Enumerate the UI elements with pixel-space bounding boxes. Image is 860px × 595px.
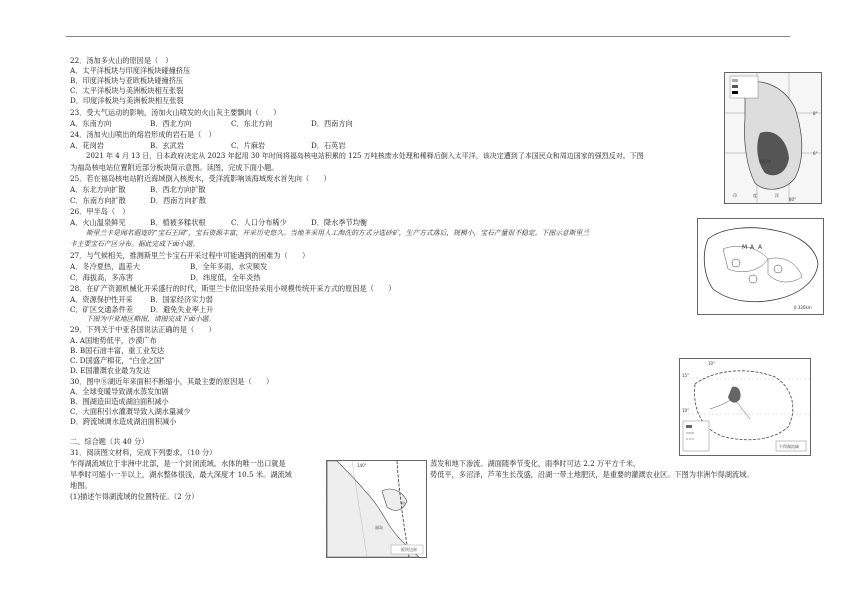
- q22-option-d: D．印度洋板块与美洲板块相互张裂: [70, 96, 184, 105]
- q26-option-b: B．植被多糅状根: [150, 218, 206, 227]
- q28-option-c: C．矿区交通条件差: [70, 305, 134, 314]
- fig2-label-a2: A: [758, 244, 763, 251]
- q31-stem: 31．阅读图文材料，完成下列要求。（10 分）: [70, 448, 217, 457]
- q27-stem: 27．与气候相关，推测斯里兰卡宝石开采过程中可能遇到的困难为（ ）: [70, 251, 310, 260]
- fig1-label-6: 6°: [813, 151, 818, 156]
- q23-option-c: C．东北方向: [231, 119, 273, 128]
- q29-option-c: C. D国盛产棉花，“白金之国”: [70, 356, 165, 365]
- q30-option-b: B．围湖造田造成湖泊面积减小: [70, 397, 169, 406]
- q31-para1-left: 乍得湖流域位于非洲中北部，是一个封闭流域。水体的唯一出口就是: [70, 459, 286, 468]
- passage-srilanka-line2: 卡主要宝石产区分布。据此完成下面小题。: [70, 240, 200, 248]
- fig4-label-fukushima: 福岛: [375, 525, 383, 530]
- fig3-label-10-top: 10°: [708, 361, 716, 366]
- q29-option-d: D. E国灌溉农业最为发达: [70, 366, 151, 375]
- fig4-label-boundary: 板块边界: [401, 547, 417, 552]
- q28-option-d: D．避免失业率上升: [150, 305, 214, 314]
- fig1-label-yin: 印: [733, 193, 737, 198]
- fig1-label-80: 80°: [789, 197, 797, 202]
- figure-fukushima-map: [326, 460, 427, 558]
- q25-option-a: A．东北方向扩散: [70, 185, 126, 194]
- q29-option-b: B. B国石油丰富，重工业发达: [70, 346, 165, 355]
- q31-para3-left: 地图。: [70, 481, 92, 490]
- q30-stem: 30．图中⑧湖近年来面积不断缩小，其最主要的原因是（ ）: [70, 377, 274, 386]
- q29-stem: 29．下列关于中亚各国说法正确的是（ ）: [70, 325, 216, 334]
- fig1-label-yang: 洋: [775, 193, 779, 198]
- figure-central-asia-map: [697, 218, 824, 315]
- q26-option-c: C．人口分布稀少: [231, 218, 287, 227]
- q24-option-b: B．玄武岩: [150, 141, 185, 150]
- q27-option-d: D．纬度低，全年炎热: [190, 273, 261, 282]
- fig3-label-10-left: 10°: [682, 408, 690, 413]
- q22-stem: 22．汤加多火山的原因是（ ）: [70, 56, 173, 65]
- q31-para1-right: 蒸发和地下渗流。湖面随季节变化，雨季时可达 2.2 万平方千米，: [430, 459, 641, 468]
- q24-option-d: D．石英岩: [311, 141, 346, 150]
- q29-option-a: A. A国地势低平，沙漠广布: [70, 336, 157, 345]
- fig3-label-15: 15°: [682, 373, 690, 378]
- fig1-label-du: 度: [753, 193, 757, 198]
- q24-option-a: A．花岗岩: [70, 141, 104, 150]
- q26-stem: 26．甲半岛（ ）: [70, 207, 130, 216]
- q25-option-b: B．西北方向扩散: [150, 185, 206, 194]
- q22-option-b: B．印度洋板块与亚欧板块碰撞挤压: [70, 76, 184, 85]
- q27-option-c: C．海拔高，多冻害: [70, 273, 134, 282]
- fig4-label-140: 140°: [357, 463, 367, 468]
- fig1-label-colombo: 科伦坡: [759, 159, 771, 164]
- q25-option-d: D．西南方向扩散: [150, 196, 207, 205]
- fig3-title: 乍得湖流域: [779, 444, 799, 449]
- q28-option-b: B．国家经济实力弱: [150, 295, 213, 304]
- fig1-label-8: 8°: [813, 111, 818, 116]
- figure-lake-chad-map: [679, 358, 811, 456]
- q28-stem: 28．在矿产资源机械化开采盛行的时代，斯里兰卡依旧坚持采用小规模传统开采方式的原因是（ ）: [70, 284, 396, 293]
- q31-para2-left: 旱季时可缩小一半以上，湖水整体很浅，最大深度才 10.5 米。湖流域: [70, 470, 292, 479]
- passage-fukushima-line2: 为福岛核电站位置附近部分板块简示意图。读图，完成下面小题。: [70, 163, 279, 172]
- q24-option-c: C．片麻岩: [231, 141, 266, 150]
- q25-option-c: C．东南方向扩散: [70, 196, 126, 205]
- q28-option-a: A．资源保护性开采: [70, 295, 133, 304]
- header-rule: [66, 36, 790, 37]
- q23-stem: 23．受大气运动的影响，汤加火山喷发的火山灰主要飘向（ ）: [70, 108, 281, 117]
- passage-srilanka-line1: 斯里兰卡是闻名遐迩的“宝石王国”，宝石资源丰富，开采历史悠久。当地多采用人工淘洗的方式分选砂矿，生产方式落后，规模小，宝石产量很不稳定。下图示意斯里兰: [86, 229, 590, 237]
- section-2-heading: 二、综合题（共 40 分）: [70, 437, 149, 446]
- passage-fukushima-line1: 2021 年 4 月 13 日，日本政府决定从 2023 年起用 30 年时间将福岛核电站积累的 125 万吨核废水处理和稀释后倒入太平洋，该决定遭到了本国民众和周边国家的强烈反对。下图: [86, 152, 644, 160]
- q26-option-a: A．火山温泉鲜见: [70, 218, 126, 227]
- q23-option-b: B．西北方向: [150, 119, 192, 128]
- q23-option-a: A．东南方向: [70, 119, 112, 128]
- q31-sub1: (1)描述乍得湖流域的位置特征。（2 分）: [70, 492, 199, 501]
- q31-para2-right: 势低平，多沼泽，芦苇生长茂盛，沿湖一带土地肥沃，是重要的灌溉农业区。下图为非洲乍得湖流域。: [430, 470, 754, 479]
- q23-option-d: D．西南方向: [311, 119, 353, 128]
- q22-option-a: A．太平洋板块与印度洋板块碰撞挤压: [70, 66, 191, 75]
- q24-stem: 24．汤加火山喷出的熔岩形成的岩石是（ ）: [70, 130, 216, 139]
- q30-option-d: D．跨流域调水造成湖泊面积减小: [70, 417, 177, 426]
- q27-option-a: A．冬冷夏热，温差大: [70, 262, 140, 271]
- q22-option-c: C．太平洋板块与美洲板块相互张裂: [70, 86, 184, 95]
- q26-option-d: D．降水季节均衡: [311, 218, 368, 227]
- figure-srilanka-map: [724, 72, 822, 204]
- fig2-label-a1: A: [750, 244, 755, 251]
- q27-option-b: B．全年多雨，水灾频发: [190, 262, 268, 271]
- passage-central-asia: 下图为中亚地区略图，请图完成下面小题。: [86, 315, 216, 323]
- fig2-scale: 0 320km: [794, 305, 812, 310]
- fig2-label-m: M: [742, 244, 748, 251]
- q30-option-c: C．大面积引水灌溉导致入湖水量减少: [70, 407, 191, 416]
- fig4-label-jia: 甲: [401, 501, 405, 506]
- q30-option-a: A．全球变暖导致湖水蒸发加剧: [70, 387, 169, 396]
- q25-stem: 25．若在福岛核电站附近海域倒入核废水，受洋流影响该海域废水首先向（ ）: [70, 174, 331, 183]
